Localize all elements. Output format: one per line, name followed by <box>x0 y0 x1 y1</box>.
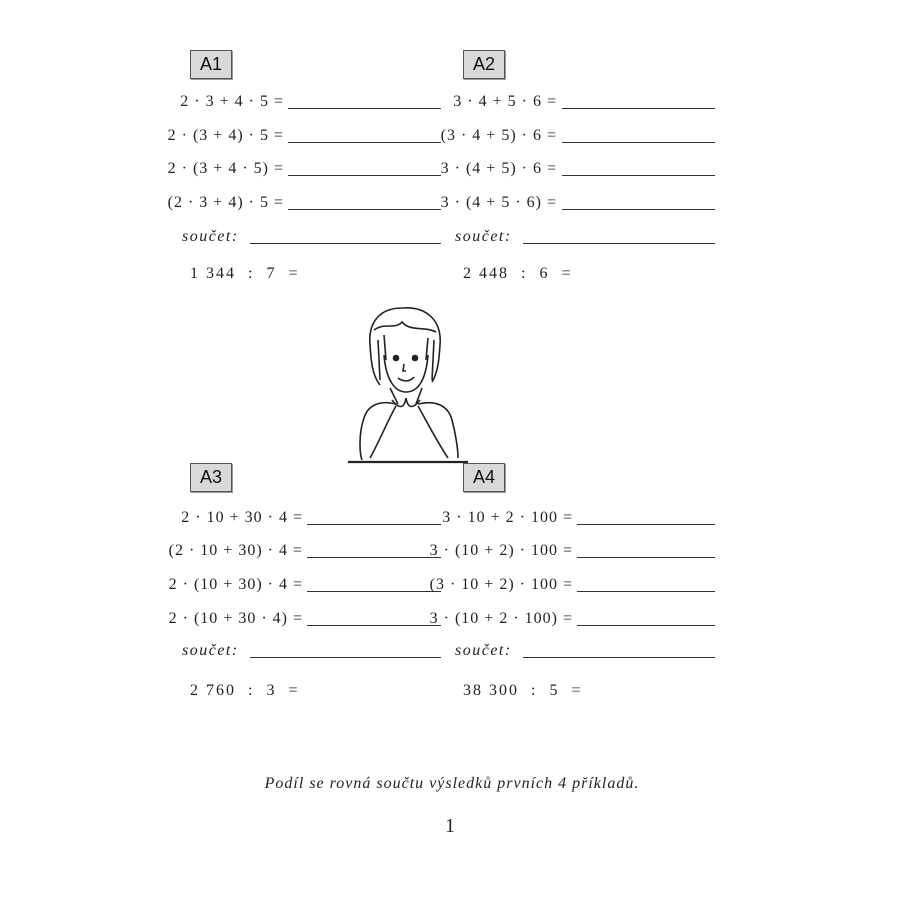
answer-line[interactable] <box>577 591 715 592</box>
equation: 2 · (10 + 30) · 4 = <box>168 576 303 593</box>
equation: 2 · 3 + 4 · 5 = <box>180 93 284 110</box>
answer-line[interactable] <box>562 142 715 143</box>
page-number: 1 <box>445 815 455 837</box>
exercise-label: A3 <box>190 463 232 492</box>
division-problem: 38 300 : 5 = <box>463 682 583 699</box>
equation: 3 · 4 + 5 · 6 = <box>453 93 557 110</box>
exercise-label: A4 <box>463 463 505 492</box>
answer-line[interactable] <box>577 557 715 558</box>
answer-line[interactable] <box>288 175 441 176</box>
answer-line[interactable] <box>577 625 715 626</box>
answer-line[interactable] <box>307 625 441 626</box>
division-problem: 1 344 : 7 = <box>190 265 300 282</box>
answer-line[interactable] <box>288 142 441 143</box>
sum-label: součet: <box>182 228 239 245</box>
answer-line[interactable] <box>577 524 715 525</box>
sum-answer-line[interactable] <box>250 243 441 244</box>
sum-answer-line[interactable] <box>250 657 441 658</box>
sum-answer-line[interactable] <box>523 243 715 244</box>
equation: 3 · (10 + 2) · 100 = <box>429 542 573 559</box>
equation: 2 · (10 + 30 · 4) = <box>168 610 303 627</box>
equation: (3 · 4 + 5) · 6 = <box>440 127 557 144</box>
equation: (2 · 10 + 30) · 4 = <box>168 542 303 559</box>
girl-illustration <box>340 300 475 470</box>
sum-label: součet: <box>455 228 512 245</box>
answer-line[interactable] <box>307 591 441 592</box>
equation: 3 · 10 + 2 · 100 = <box>442 509 573 526</box>
equation: (2 · 3 + 4) · 5 = <box>167 194 284 211</box>
division-problem: 2 760 : 3 = <box>190 682 300 699</box>
division-problem: 2 448 : 6 = <box>463 265 573 282</box>
answer-line[interactable] <box>562 108 715 109</box>
answer-line[interactable] <box>288 209 441 210</box>
sum-answer-line[interactable] <box>523 657 715 658</box>
answer-line[interactable] <box>307 557 441 558</box>
answer-line[interactable] <box>562 209 715 210</box>
equation: 2 · (3 + 4) · 5 = <box>167 127 284 144</box>
equation: 2 · 10 + 30 · 4 = <box>181 509 303 526</box>
answer-line[interactable] <box>307 524 441 525</box>
equation: 3 · (4 + 5 · 6) = <box>440 194 557 211</box>
sum-label: součet: <box>455 642 512 659</box>
answer-line[interactable] <box>562 175 715 176</box>
exercise-label: A2 <box>463 50 505 79</box>
equation: 3 · (4 + 5) · 6 = <box>440 160 557 177</box>
footer-note: Podíl se rovná součtu výsledků prvních 4 příkladů. <box>264 775 640 792</box>
equation: (3 · 10 + 2) · 100 = <box>429 576 573 593</box>
sum-label: součet: <box>182 642 239 659</box>
equation: 3 · (10 + 2 · 100) = <box>429 610 573 627</box>
answer-line[interactable] <box>288 108 441 109</box>
equation: 2 · (3 + 4 · 5) = <box>167 160 284 177</box>
exercise-label: A1 <box>190 50 232 79</box>
